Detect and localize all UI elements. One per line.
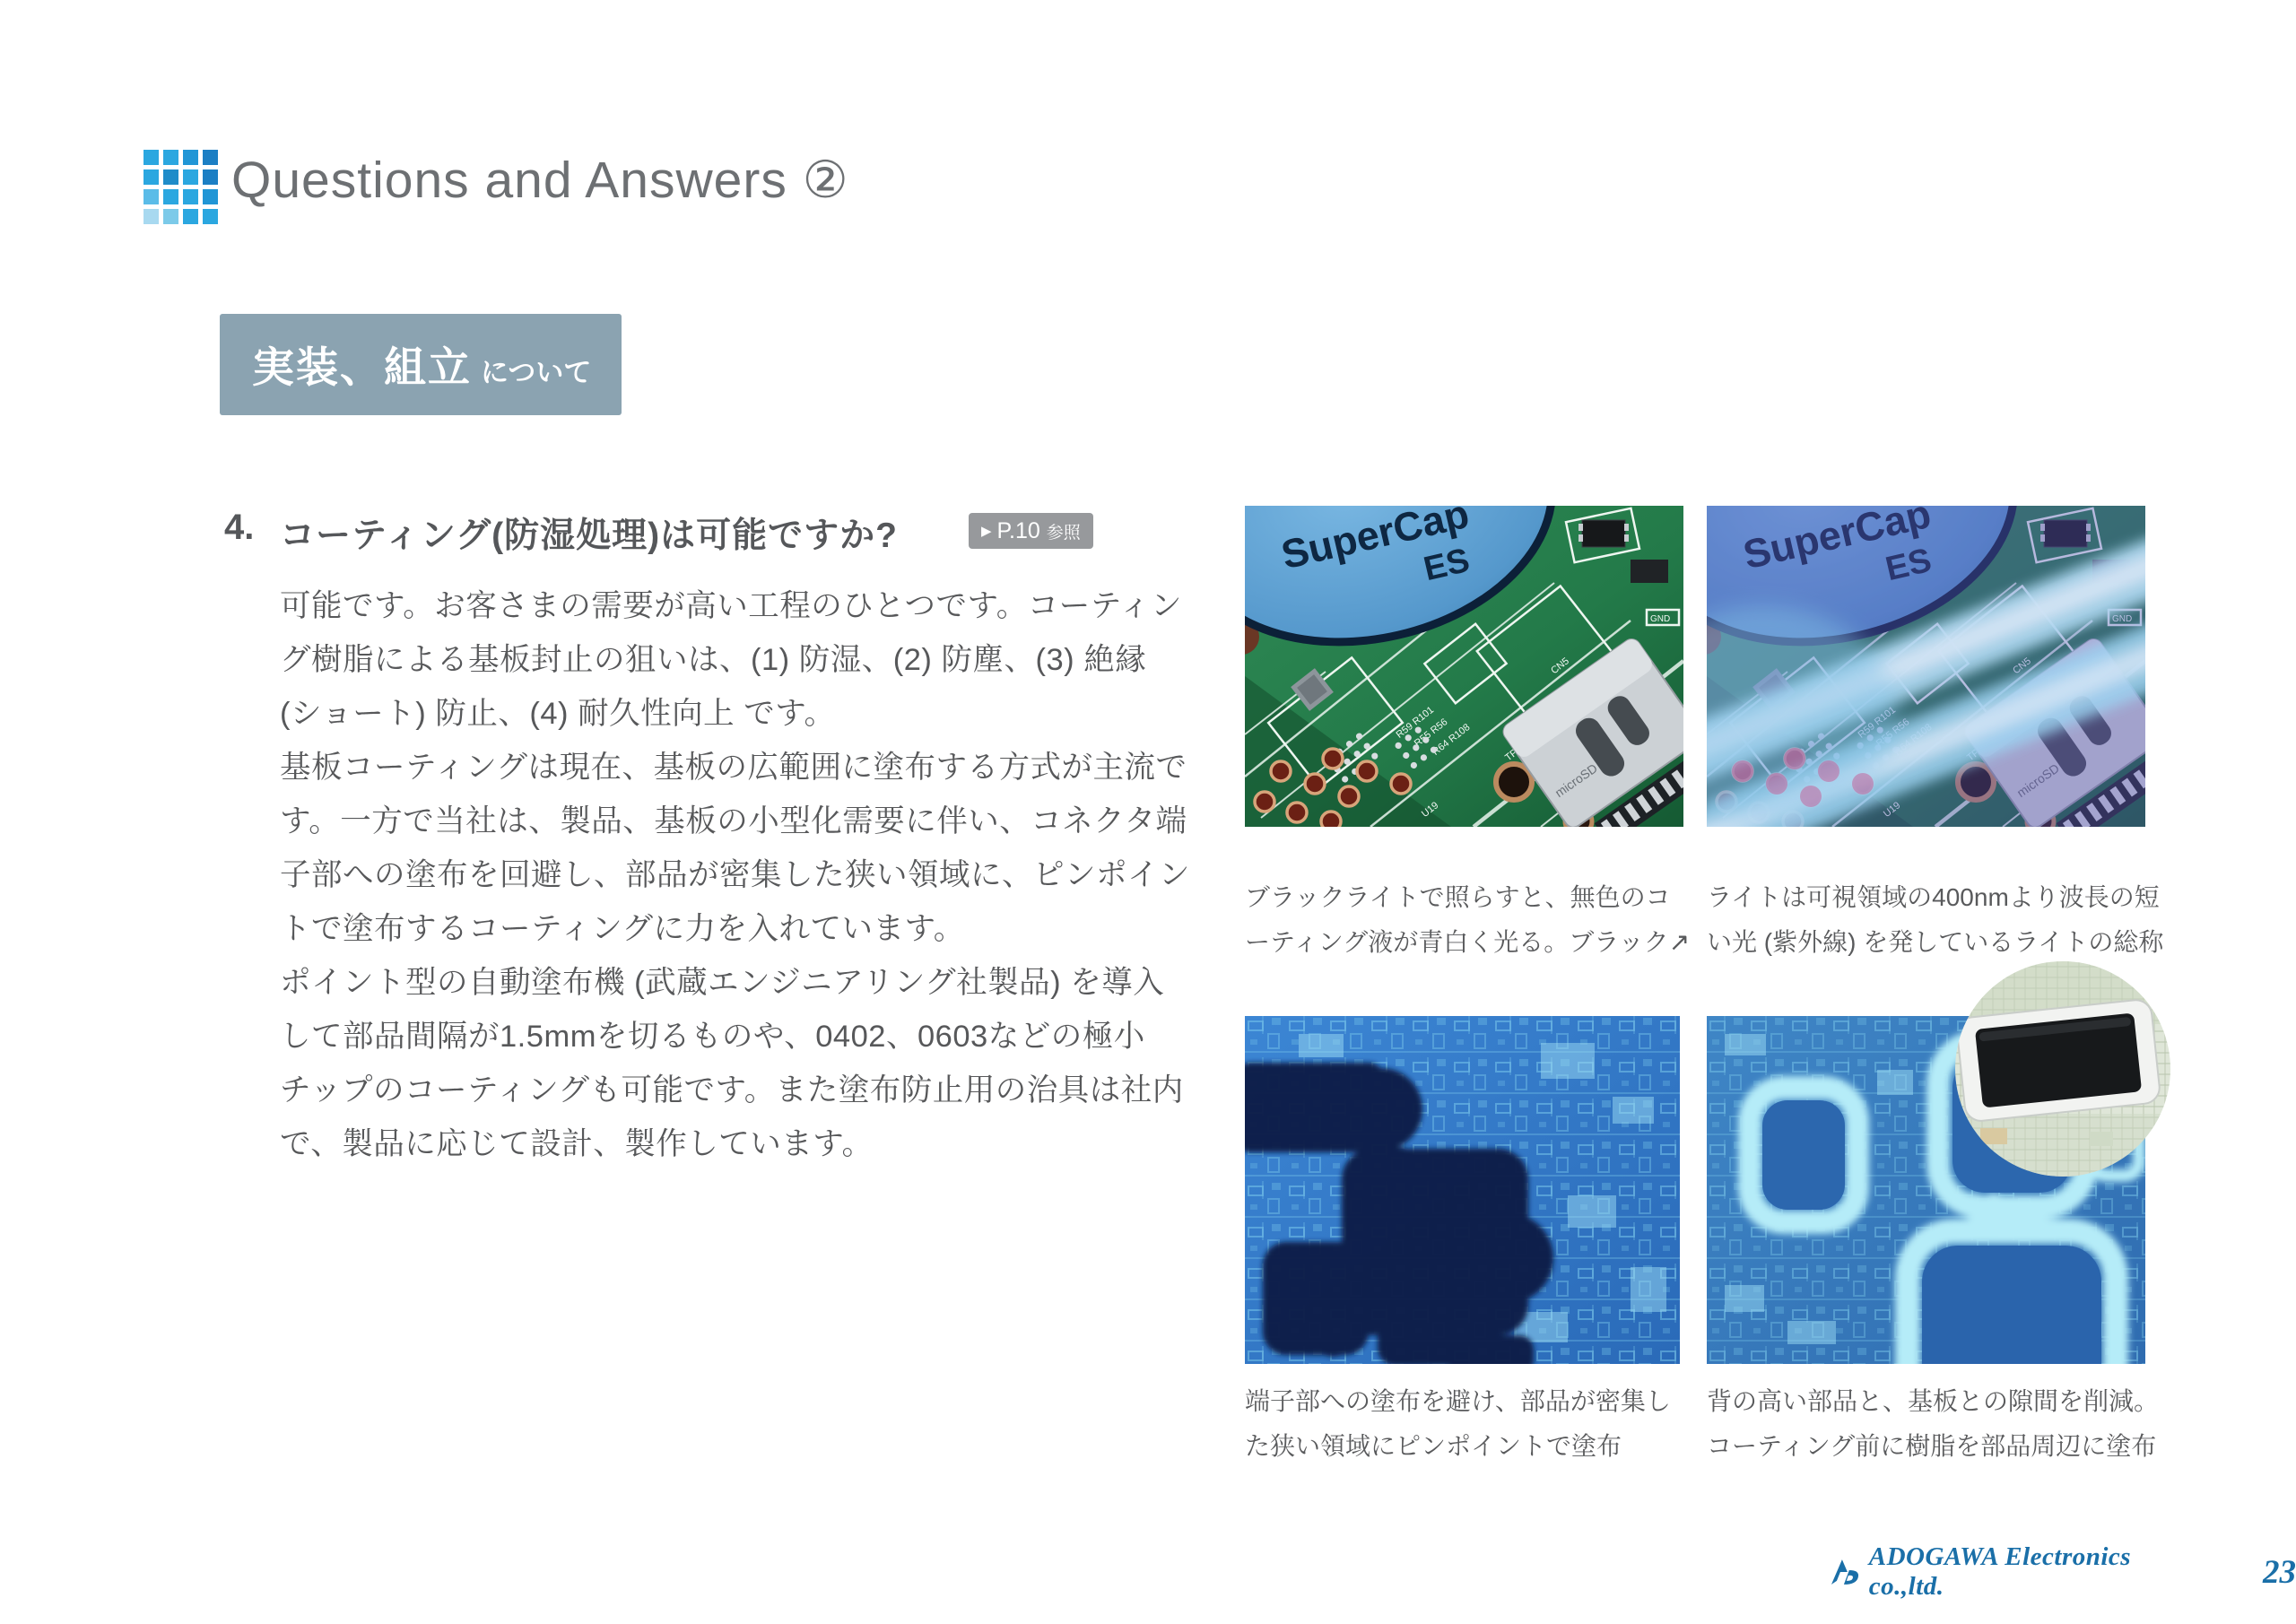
caption-pinpoint-coating <box>1245 1379 1707 1469</box>
answer-line: トで塗布するコーティングに力を入れています。 <box>280 912 965 946</box>
answer-line: して部品間隔が1.5mmを切るものや、0402、0603などの極小 <box>280 1020 1145 1054</box>
grid-dot <box>163 150 178 165</box>
grid-dot <box>163 169 178 185</box>
category-box <box>220 314 622 415</box>
grid-dot <box>183 150 198 165</box>
caption-line: ライトは可視領域の400nmより波長の短 <box>1707 883 2160 911</box>
grid-dot <box>183 169 198 185</box>
grid-dot <box>144 209 159 224</box>
grid-dot <box>183 189 198 204</box>
page-reference-badge[interactable] <box>969 513 1093 549</box>
grid-dot <box>144 169 159 185</box>
answer-line: (ショート) 防止、(4) 耐久性向上 です。 <box>280 697 836 731</box>
grid-dot <box>203 189 218 204</box>
caption-line: 端子部への塗布を避け、部品が密集し <box>1245 1387 1671 1415</box>
answer-line: ポイント型の自動塗布機 (武蔵エンジニアリング社製品) を導入 <box>280 966 1165 1000</box>
answer-line: 基板コーティングは現在、基板の広範囲に塗布する方式が主流で <box>280 751 1187 785</box>
caption-line: い光 (紫外線) を発しているライトの総称 <box>1707 928 2164 956</box>
answer-line: 子部への塗布を回避し、部品が密集した狭い領域に、ピンポイン <box>280 858 1190 892</box>
page-number: 23 <box>2263 1553 2296 1591</box>
caption-blacklight-before <box>1245 875 1707 965</box>
grid-dot <box>144 150 159 165</box>
caption-gap-reduction <box>1707 1379 2169 1469</box>
answer-line: す。一方で当社は、製品、基板の小型化需要に伴い、コネクタ端 <box>280 804 1187 838</box>
grid-dots-icon <box>144 150 222 229</box>
category-label-main: 実装、組立 <box>252 343 472 391</box>
answer-line: グ樹脂による基板封止の狙いは、(1) 防湿、(2) 防塵、(3) 絶縁 <box>280 643 1147 677</box>
question-number: 4. <box>224 508 255 547</box>
grid-dot <box>183 209 198 224</box>
grid-dot <box>144 189 159 204</box>
triangle-right-icon: ▶ <box>981 524 992 539</box>
caption-line: た狭い領域にピンポイントで塗布 <box>1245 1432 1622 1460</box>
grid-dot <box>203 150 218 165</box>
category-label-sub: について <box>481 357 592 388</box>
caption-line: ブラックライトで照らすと、無色のコ <box>1245 883 1671 911</box>
footer <box>1830 1542 2296 1602</box>
photo-pcb-blacklight <box>1707 506 2145 827</box>
question-text: コーティング(防湿処理)は可能ですか? <box>280 517 898 555</box>
reference-page: P.10 <box>996 517 1040 543</box>
company-name: ADOGAWA Electronics co.,ltd. <box>1868 1542 2132 1601</box>
company-logo-icon <box>1830 1558 1860 1586</box>
grid-dot <box>203 169 218 185</box>
caption-line: コーティング前に樹脂を部品周辺に塗布 <box>1707 1432 2157 1460</box>
reference-suffix: 参照 <box>1046 523 1081 543</box>
photo-inset-closeup <box>1955 961 2170 1177</box>
grid-dot <box>163 209 178 224</box>
grid-dot <box>203 209 218 224</box>
photo-pcb-daylight <box>1245 506 1683 827</box>
caption-line: 背の高い部品と、基板との隙間を削減。 <box>1707 1387 2160 1415</box>
caption-line: ーティング液が青白く光る。ブラック↗ <box>1245 928 1691 956</box>
answer-line: 可能です。お客さまの需要が高い工程のひとつです。コーティン <box>280 589 1183 623</box>
page-title: Questions and Answers ② <box>231 152 849 209</box>
photo-uv-pinpoint-coating <box>1245 1016 1680 1364</box>
grid-dot <box>163 189 178 204</box>
answer-text <box>280 579 1190 1171</box>
answer-line: チップのコーティングも可能です。また塗布防止用の治具は社内 <box>280 1073 1184 1107</box>
answer-line: で、製品に応じて設計、製作しています。 <box>280 1127 874 1161</box>
caption-blacklight-definition <box>1707 875 2169 965</box>
